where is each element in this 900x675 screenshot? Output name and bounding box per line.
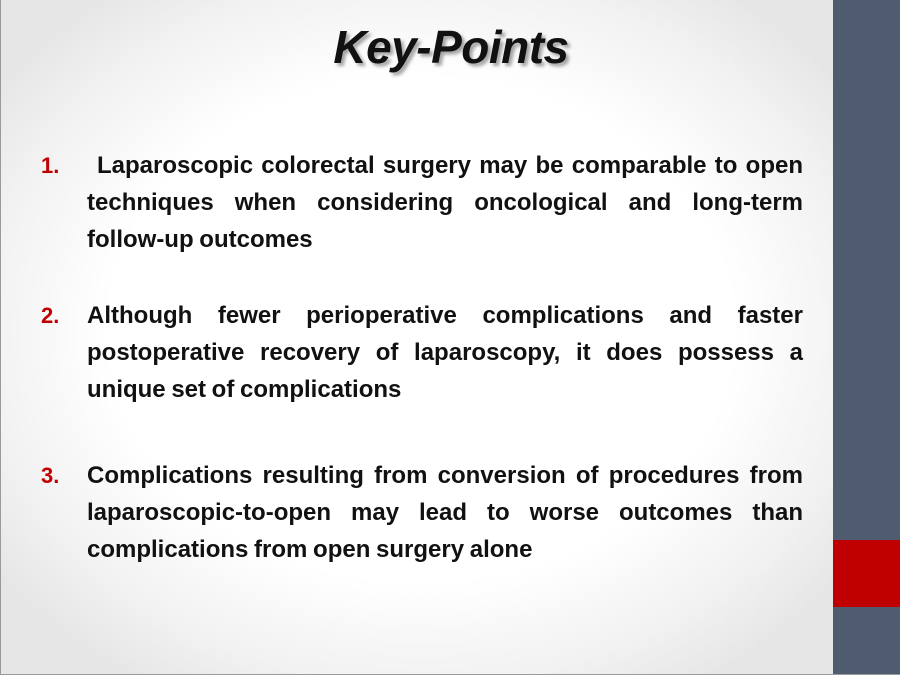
list-item (41, 147, 803, 258)
list-item-number: 2. (41, 303, 60, 328)
list-item-number: 3. (41, 463, 60, 488)
list-item (41, 297, 803, 408)
list-item-text: Although fewer perioperative complications and faster postoperative recovery of laparoscopy, it does possess a unique set of complications (87, 302, 803, 403)
list-item-text: Laparoscopic colorectal surgery may be comparable to open techniques when considering oncological and long-term follow-up outcomes (87, 152, 803, 253)
list-item-number: 1. (41, 153, 60, 178)
list-item (41, 457, 803, 568)
slide-title: Key-Points (333, 21, 569, 73)
key-points-list (41, 147, 803, 568)
accent-block (833, 540, 900, 607)
list-item-text: Complications resulting from conversion of procedures from laparoscopic-to-open may lead to worse outcomes than complications from open surgery alone (87, 462, 803, 563)
